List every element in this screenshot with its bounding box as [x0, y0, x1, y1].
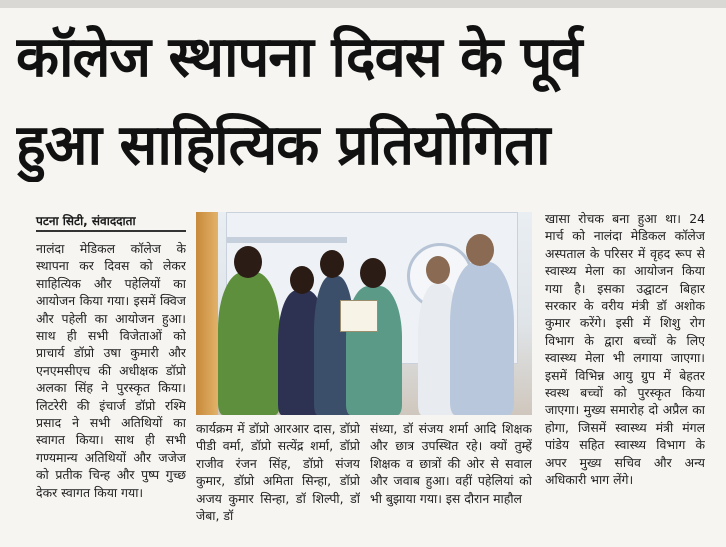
article-column-2a: कार्यक्रम में डॉप्रो आरआर दास, डॉप्रो पीडी वर्मा, डॉप्रो सत्येंद्र शर्मा, डॉप्रो राजीव रंजन सिंह, डॉप्रो संजय कुमार, डॉप्रो अमिता सिन्हा, डॉप्रो अजय कुमार सिन्हा, डॉ शिल्पी, डॉ जेबा, डॉ [196, 421, 360, 524]
photo-pillar [196, 212, 218, 415]
byline: पटना सिटी, संवाददाता [36, 212, 186, 232]
top-rule [0, 0, 726, 8]
person-2-head [290, 266, 314, 294]
person-5-head [426, 256, 450, 284]
person-3-head [320, 250, 344, 278]
person-4-head [360, 258, 386, 288]
person-1-head [234, 246, 262, 278]
person-1 [218, 272, 280, 415]
news-photo [196, 212, 532, 415]
certificate [340, 300, 378, 332]
article-column-3: खासा रोचक बना हुआ था। 24 मार्च को नालंदा मेडिकल कॉलेज अस्पताल के परिसर में वृहद रूप से स्वास्थ्य मेला का आयोजन किया गया है। इसका उद्घाटन बिहार सरकार के वरीय मंत्री डॉ अशोक कुमार करेंगे। इसी में शिशु रोग विभाग के द्वारा बच्चों के लिए स्वास्थ्य मेला भी लगाया जाएगा। इसमें विभिन्न आयु ग्रुप में बेहतर स्वस्थ बच्चों को पुरस्कृत किया जाएगा। मुख्य समारोह दो अप्रैल का होगा, जिसमें स्वास्थ्य मंत्री मंगल पांडेय सहित स्वास्थ्य विभाग के अपर मुख्य सचिव और अन्य अधिकारी भाग लेंगे। [545, 211, 705, 488]
headline-line-2: हुआ साहित्यिक प्रतियोगिता [16, 113, 550, 178]
person-6 [450, 262, 514, 415]
article-column-2b: संध्या, डॉ संजय शर्मा आदि शिक्षक और छात्र उपस्थित रहे। क्यों तुम्हें शिक्षक व छात्रों की ओर से सवाल और जवाब हुआ। वहीं पहेलियां को भी बुझाया गया। इस दौरान माहौल [370, 421, 532, 506]
headline-line-1: कॉलेज स्थापना दिवस के पूर्व [16, 25, 582, 90]
banner-strip [227, 237, 347, 243]
article-column-1: नालंदा मेडिकल कॉलेज के स्थापना कर दिवस को लेकर साहित्यिक और पहेलियों का आयोजन किया गया। इसमें क्विज और पहेली का आयोजन हुआ। साथ ही सभी विजेताओं को प्राचार्य डॉप्रो उषा कुमारी और एनएमसीएच की अधीक्षक डॉप्रो अलका सिंह ने पुरस्कृत किया। लिटरेरी की इंचार्ज डॉप्रो रश्मि प्रसाद ने सभी अतिथियों का स्वागत किया। साथ ही सभी गण्यमान्य अतिथियों और जजेज को प्रतीक चिन्ह और पुष्प गुच्छ देकर स्वागत किया गया। [36, 241, 186, 500]
person-6-head [466, 234, 494, 266]
